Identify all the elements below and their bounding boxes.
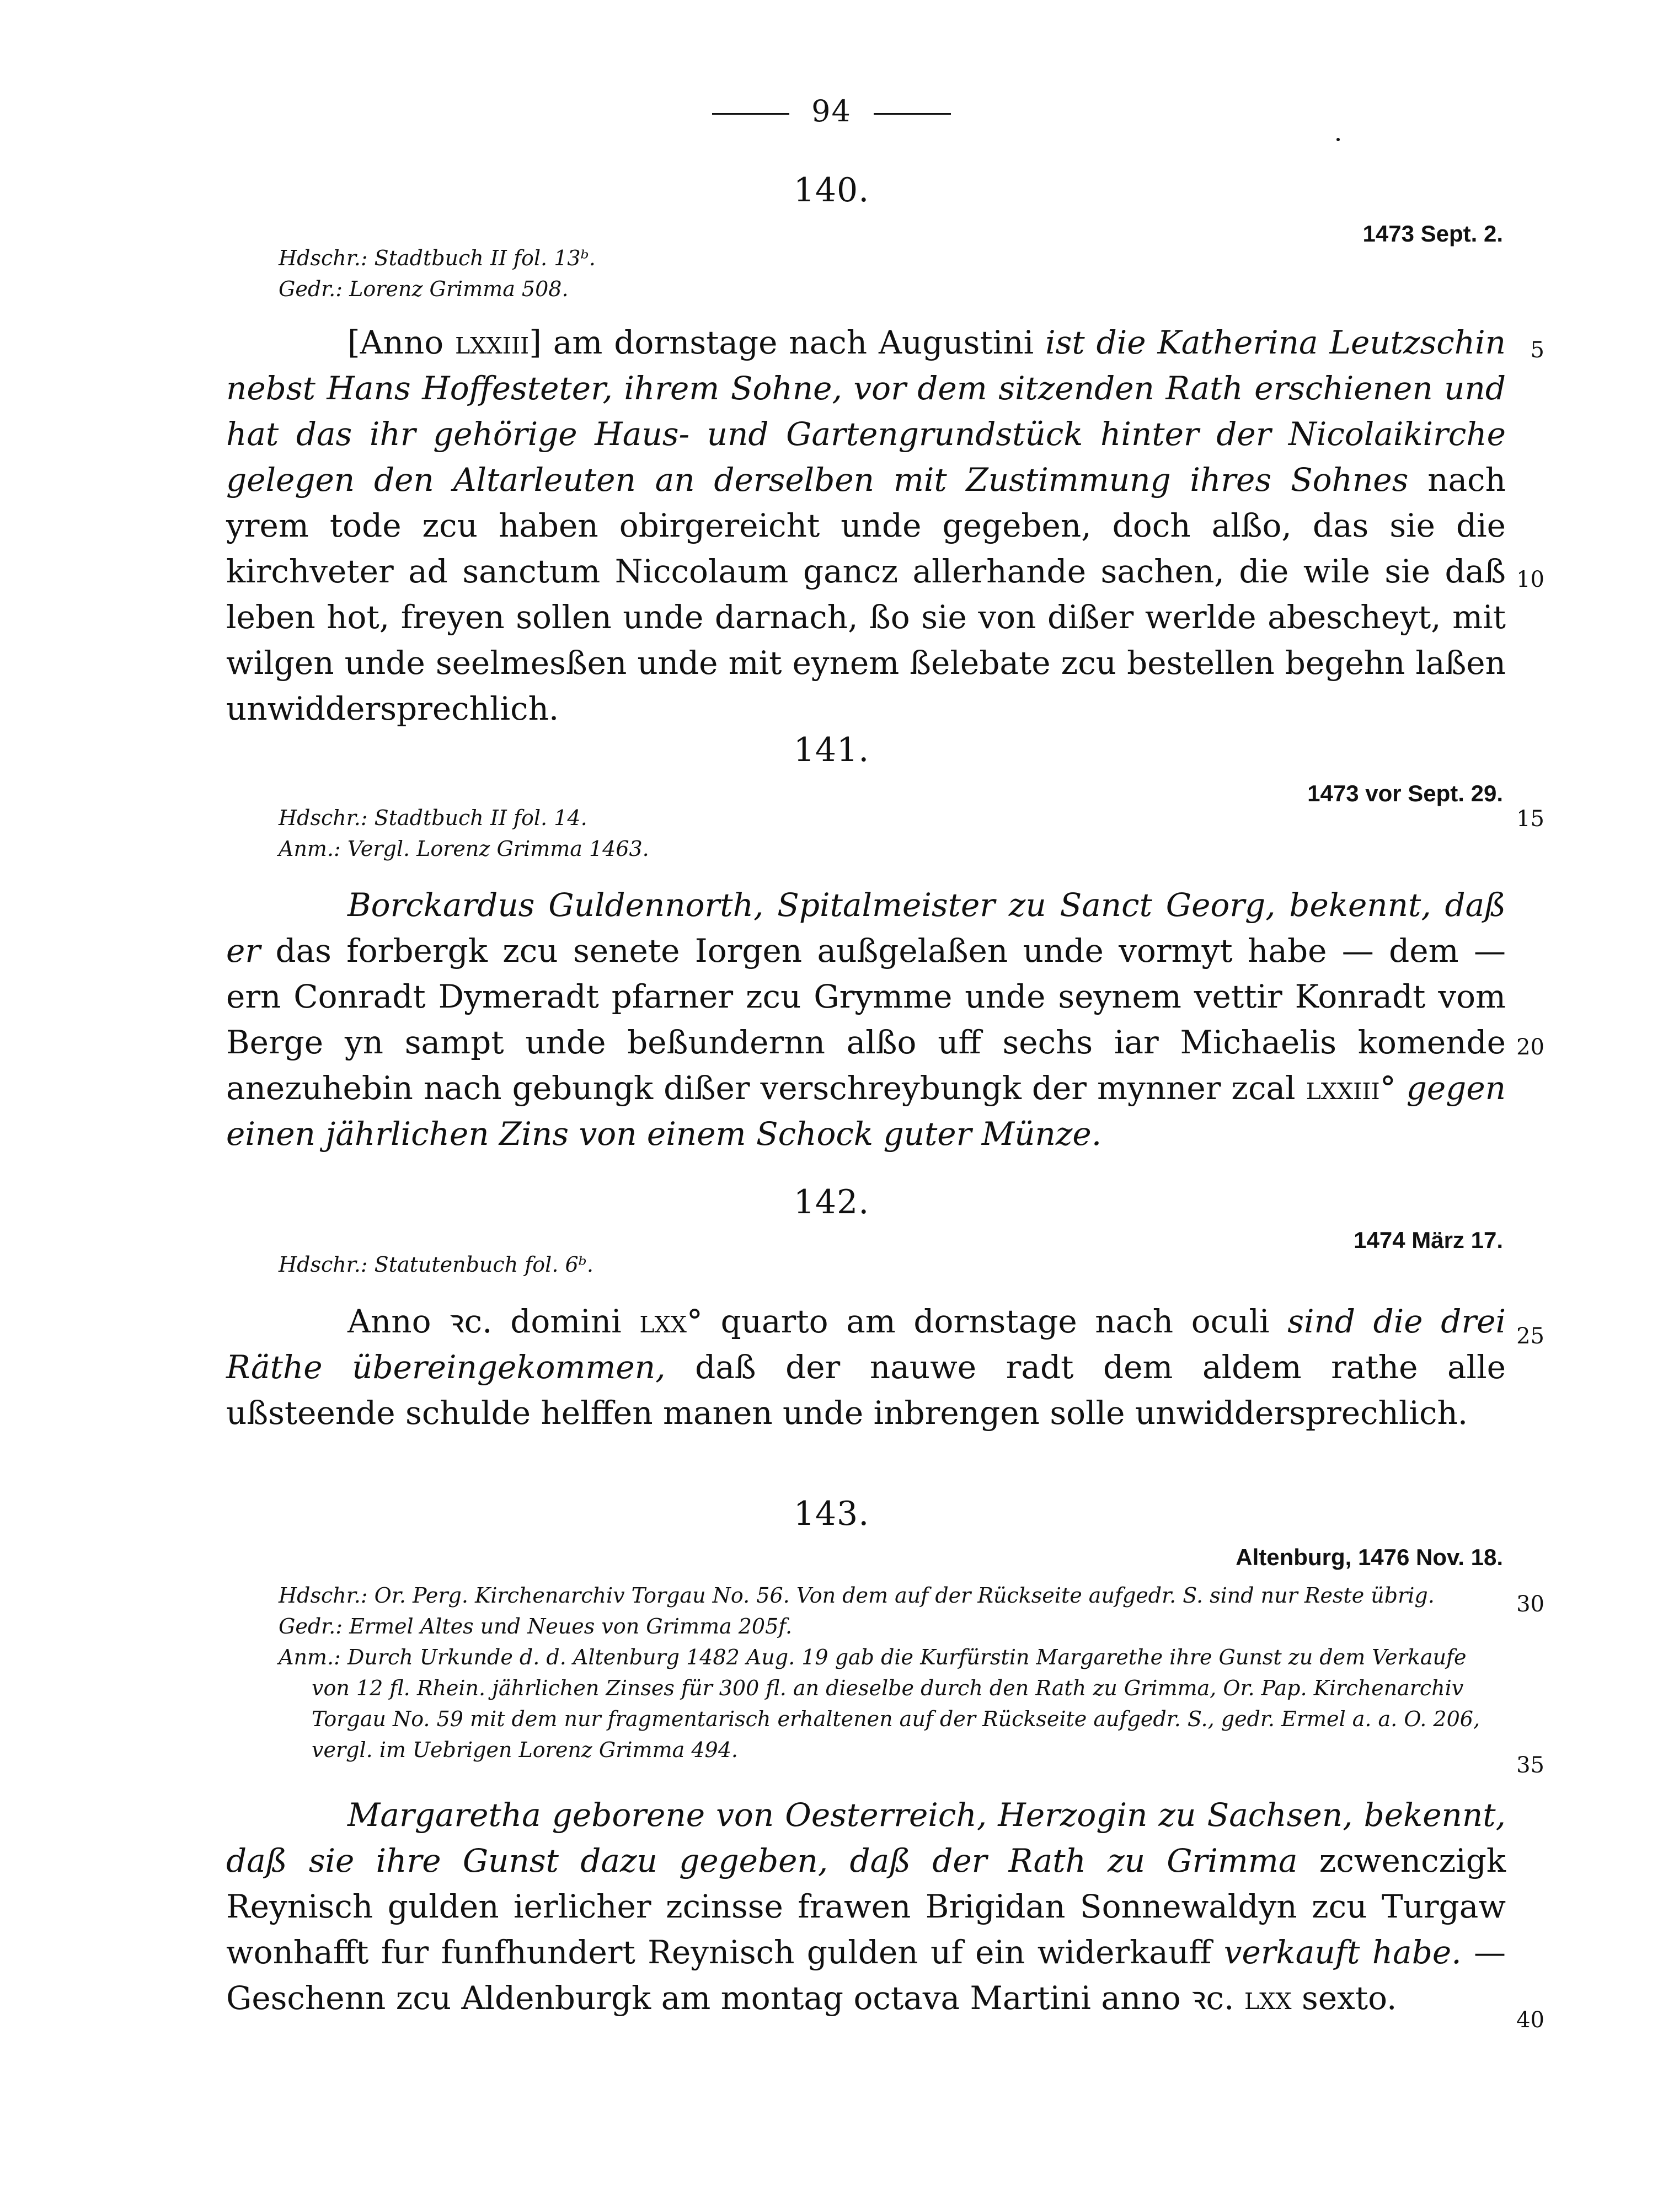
text-part: daß der nauwe radt dem aldem rathe alle ußsteende schulde helffen manen unde inbrengen solle unwiddersprechlich. bbox=[226, 1348, 1506, 1432]
meta-line: Torgau No. 59 mit dem nur fragmentarisch erhaltenen auf der Rückseite aufgedr. S., gedr. Ermel a. a. O. 206, bbox=[312, 1707, 1480, 1731]
entry-date-142: 1474 März 17. bbox=[1354, 1227, 1503, 1253]
meta-line: Gedr.: Lorenz Grimma 508. bbox=[279, 277, 569, 301]
numeral: lxxiii° bbox=[1306, 1069, 1396, 1107]
entry-date-140: 1473 Sept. 2. bbox=[1362, 221, 1503, 247]
translation: Margaretha geborene von Oesterreich, Herzogin zu Sachsen, bekennt, daß sie ihre Gunst dazu gegeben, daß der Rath zu Grimma bbox=[226, 1796, 1506, 1879]
text-part: [Anno bbox=[347, 324, 456, 361]
text-part: sexto. bbox=[1291, 1979, 1397, 2017]
translation: verkauft habe. bbox=[1223, 1934, 1462, 1971]
meta-line: vergl. im Uebrigen Lorenz Grimma 494. bbox=[312, 1738, 738, 1762]
line-number: 25 bbox=[1516, 1324, 1544, 1349]
entry-meta-142 bbox=[279, 1249, 1514, 1280]
entry-meta-141 bbox=[279, 802, 1514, 864]
header-rule-left bbox=[712, 113, 789, 115]
numeral: lxxiii bbox=[455, 324, 530, 361]
text-part bbox=[1396, 1069, 1407, 1107]
numeral: lxx° bbox=[639, 1303, 703, 1340]
text-part: — Geschenn zcu Aldenburgk am montag octava Martini anno ꝛc. bbox=[226, 1934, 1506, 2017]
speck bbox=[1336, 138, 1340, 141]
entry-number-143: 143. bbox=[793, 1495, 870, 1533]
text-part: zcwenczigk Reynisch gulden ierlicher zcinsse frawen Brigidan Sonnewaldyn zcu Turgaw wonhafft fur funfhundert Reynisch gulden uf ein widerkauff bbox=[226, 1842, 1506, 1971]
line-number: 20 bbox=[1516, 1035, 1544, 1060]
text-part: nach yrem tode zcu haben obirgereicht unde gegeben, doch alßo, das sie die kirchveter ad sanctum Niccolaum gancz allerhande sachen, die wile sie daß leben hot, freyen sollen unde darnach, ßo sie von dißer werlde abescheyt, mit wilgen unde seelmesßen unde mit eynem ßelebate zcu bestellen begehn laßen unwiddersprechlich. bbox=[226, 461, 1506, 727]
line-number: 10 bbox=[1516, 567, 1544, 592]
meta-line: Hdschr.: Stadtbuch II fol. 14. bbox=[279, 806, 587, 830]
page-number: 94 bbox=[811, 94, 852, 128]
entry-meta-140 bbox=[279, 243, 1514, 304]
line-number: 40 bbox=[1516, 2007, 1544, 2033]
text-part: Anno ꝛc. domini bbox=[347, 1303, 640, 1340]
meta-line: Anm.: Durch Urkunde d. d. Altenburg 1482 Aug. 19 gab die Kurfürstin Margarethe ihre Gunst zu dem Verkaufe bbox=[279, 1645, 1467, 1669]
numeral: lxx bbox=[1244, 1979, 1292, 2017]
entry-text-142 bbox=[226, 1299, 1506, 1436]
text-part: quarto am dornstage nach oculi bbox=[702, 1303, 1288, 1340]
entry-text-141 bbox=[226, 882, 1506, 1157]
translation: gegen einen jährlichen Zins von einem Schock guter Münze. bbox=[226, 1069, 1506, 1153]
page-header bbox=[0, 94, 1663, 128]
text-part: das forbergk zcu senete Iorgen außgelaßen unde vormyt habe — dem — ern Conradt Dymeradt pfarner zcu Grymme unde seynem vettir Konradt vom Berge yn sampt unde beßundernn alßo uff sechs iar Michaelis komende anezuhebin nach gebungk dißer verschreybungk der mynner zcal bbox=[226, 932, 1506, 1107]
line-number: 5 bbox=[1530, 338, 1544, 363]
translation: ist die Katherina Leutzschin nebst Hans Hoffesteter, ihrem Sohne, vor dem sitzenden Rath erschienen und hat das ihr gehörige Haus- und Gartengrundstück hinter der Nicolaikirche gelegen den Altarleuten an derselben mit Zustimmung ihres Sohnes bbox=[226, 324, 1506, 499]
entry-number-142: 142. bbox=[793, 1183, 870, 1222]
line-number: 15 bbox=[1516, 806, 1544, 832]
meta-line: Hdschr.: Stadtbuch II fol. 13ᵇ. bbox=[279, 246, 596, 270]
meta-line: Hdschr.: Or. Perg. Kirchenarchiv Torgau No. 56. Von dem auf der Rückseite aufgedr. S. sind nur Reste übrig. bbox=[279, 1583, 1435, 1608]
entry-date-143: Altenburg, 1476 Nov. 18. bbox=[1236, 1544, 1503, 1570]
entry-text-140 bbox=[226, 320, 1506, 732]
text-part: ] am dornstage nach Augustini bbox=[529, 324, 1046, 361]
entry-date-141: 1473 vor Sept. 29. bbox=[1307, 780, 1503, 806]
header-rule-right bbox=[874, 113, 951, 115]
meta-line: Anm.: Vergl. Lorenz Grimma 1463. bbox=[279, 837, 649, 861]
line-number: 30 bbox=[1516, 1592, 1544, 1617]
meta-line: von 12 fl. Rhein. jährlichen Zinses für 300 fl. an dieselbe durch den Rath zu Grimma, Or. Pap. Kirchenarchiv bbox=[312, 1676, 1464, 1700]
translation: sind die drei Räthe übereingekommen, bbox=[226, 1303, 1506, 1386]
entry-meta-143 bbox=[279, 1580, 1514, 1765]
entry-text-143 bbox=[226, 1792, 1506, 2021]
line-number: 35 bbox=[1516, 1753, 1544, 1778]
meta-line: Gedr.: Ermel Altes und Neues von Grimma 205f. bbox=[279, 1614, 793, 1638]
entry-number-141: 141. bbox=[793, 731, 870, 769]
translation: Borckardus Guldennorth, Spitalmeister zu Sanct Georg, bekennt, daß er bbox=[226, 886, 1506, 970]
entry-number-140: 140. bbox=[793, 171, 870, 210]
meta-line: Hdschr.: Statutenbuch fol. 6ᵇ. bbox=[279, 1252, 593, 1277]
